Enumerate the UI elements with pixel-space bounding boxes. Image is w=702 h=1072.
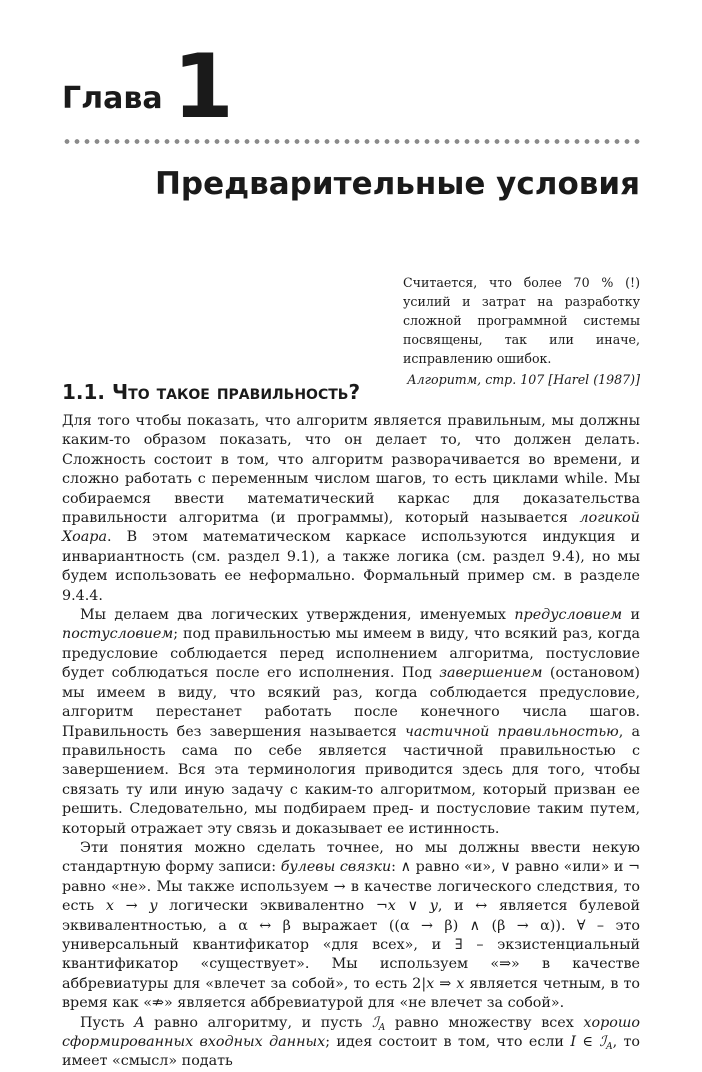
section-title-text: Что такое правильность? xyxy=(112,380,361,404)
paragraph-3: Эти понятия можно сделать точнее, но мы должны ввести некую стандартную форму записи: булевы связки: ∧ равно «и», ∨ равно «или» и ¬ равно «не». Мы также используем → в качестве логического следствия, то есть x → y логически эквивалентно ¬x ∨ y, и ↔ является булевой эквивалентностью, а α ↔ β выражает ((α → β) ∧ (β → α)). ∀ – это универсальный квантификатор «для всех», и ∃ – экзистенциальный квантификатор «существует». Мы используем «⇒» в качестве аббревиатуры для «влечет за собой», то есть 2|x ⇒ x является четным, в то время как «⇏» является аббревиатурой для «не влечет за собой». xyxy=(62,839,640,1012)
section-number: 1.1. xyxy=(62,380,106,404)
epigraph xyxy=(403,273,640,389)
term-hoare-logic: логикой Хоара xyxy=(62,510,640,546)
epigraph-source: Алгоритм, стр. 107 [Harel (1987)] xyxy=(407,372,640,387)
paragraph-1: Для того чтобы показать, что алгоритм является правильным, мы должны каким-то образом показать, что он делает то, что должен делать. Сложность состоит в том, что алгоритм разворачивается во времени, и сложно работать с переменным числом шагов, то есть циклами while. Мы собираемся ввести математический каркас для доказательства правильности алгоритма (и программы), который называется логикой Хоара. В этом математическом каркасе используются индукция и инвариантность (см. раздел 9.1), а также логика (см. раздел 9.4), но мы будем использовать ее неформально. Формальный пример см. в разделе 9.4.4. xyxy=(62,413,640,604)
epigraph-text: Считается, что более 70 % (!) усилий и затрат на разработку сложной программной системы посвящены, так или иначе, исправлению ошибок. xyxy=(403,275,640,366)
term-termination: завершением xyxy=(439,665,543,682)
chapter-heading xyxy=(62,35,234,138)
term-well-formed-input: хорошо сформированных входных данных xyxy=(62,1014,640,1050)
chapter-title: Предварительные условия xyxy=(154,166,640,202)
paragraph-4: Пусть A равно алгоритму, и пусть ℐ$_A$ равно множеству всех хорошо сформированных входных данных; идея состоит в том, что если I ∈ ℐ$_A$, то имеет «смысл» подать xyxy=(62,1014,640,1070)
term-partial-correctness: частичной правильностью xyxy=(405,723,619,740)
term-postcondition: постусловием xyxy=(62,626,174,643)
chapter-number: 1 xyxy=(172,35,234,138)
paragraph-2: Мы делаем два логических утверждения, именуемых предусловием и постусловием; под правильностью мы имеем в виду, что всякий раз, когда предусловие соблюдается перед исполнением алгоритма, постусловие будет соблюдаться после его исполнения. Под завершением (остановом) мы имеем в виду, что всякий раз, когда соблюдается предусловие, алгоритм перестанет работать после конечного числа шагов. Правильность без завершения называется частичной правильностью, а правильность сама по себе является частичной правильностью с завершением. Вся эта терминология приводится здесь для того, чтобы связать ту или иную задачу с каким-то алгоритмом, который призван ее решить. Следовательно, мы подбираем пред- и постусловие таким путем, который отражает эту связь и доказывает ее истинность. xyxy=(62,607,640,837)
section-title xyxy=(62,380,360,404)
chapter-word: Глава xyxy=(62,81,163,117)
term-boolean-connectives: булевы связки xyxy=(280,859,392,876)
dotted-divider xyxy=(62,139,640,144)
body-text xyxy=(62,412,640,1072)
term-precondition: предусловием xyxy=(514,607,623,624)
